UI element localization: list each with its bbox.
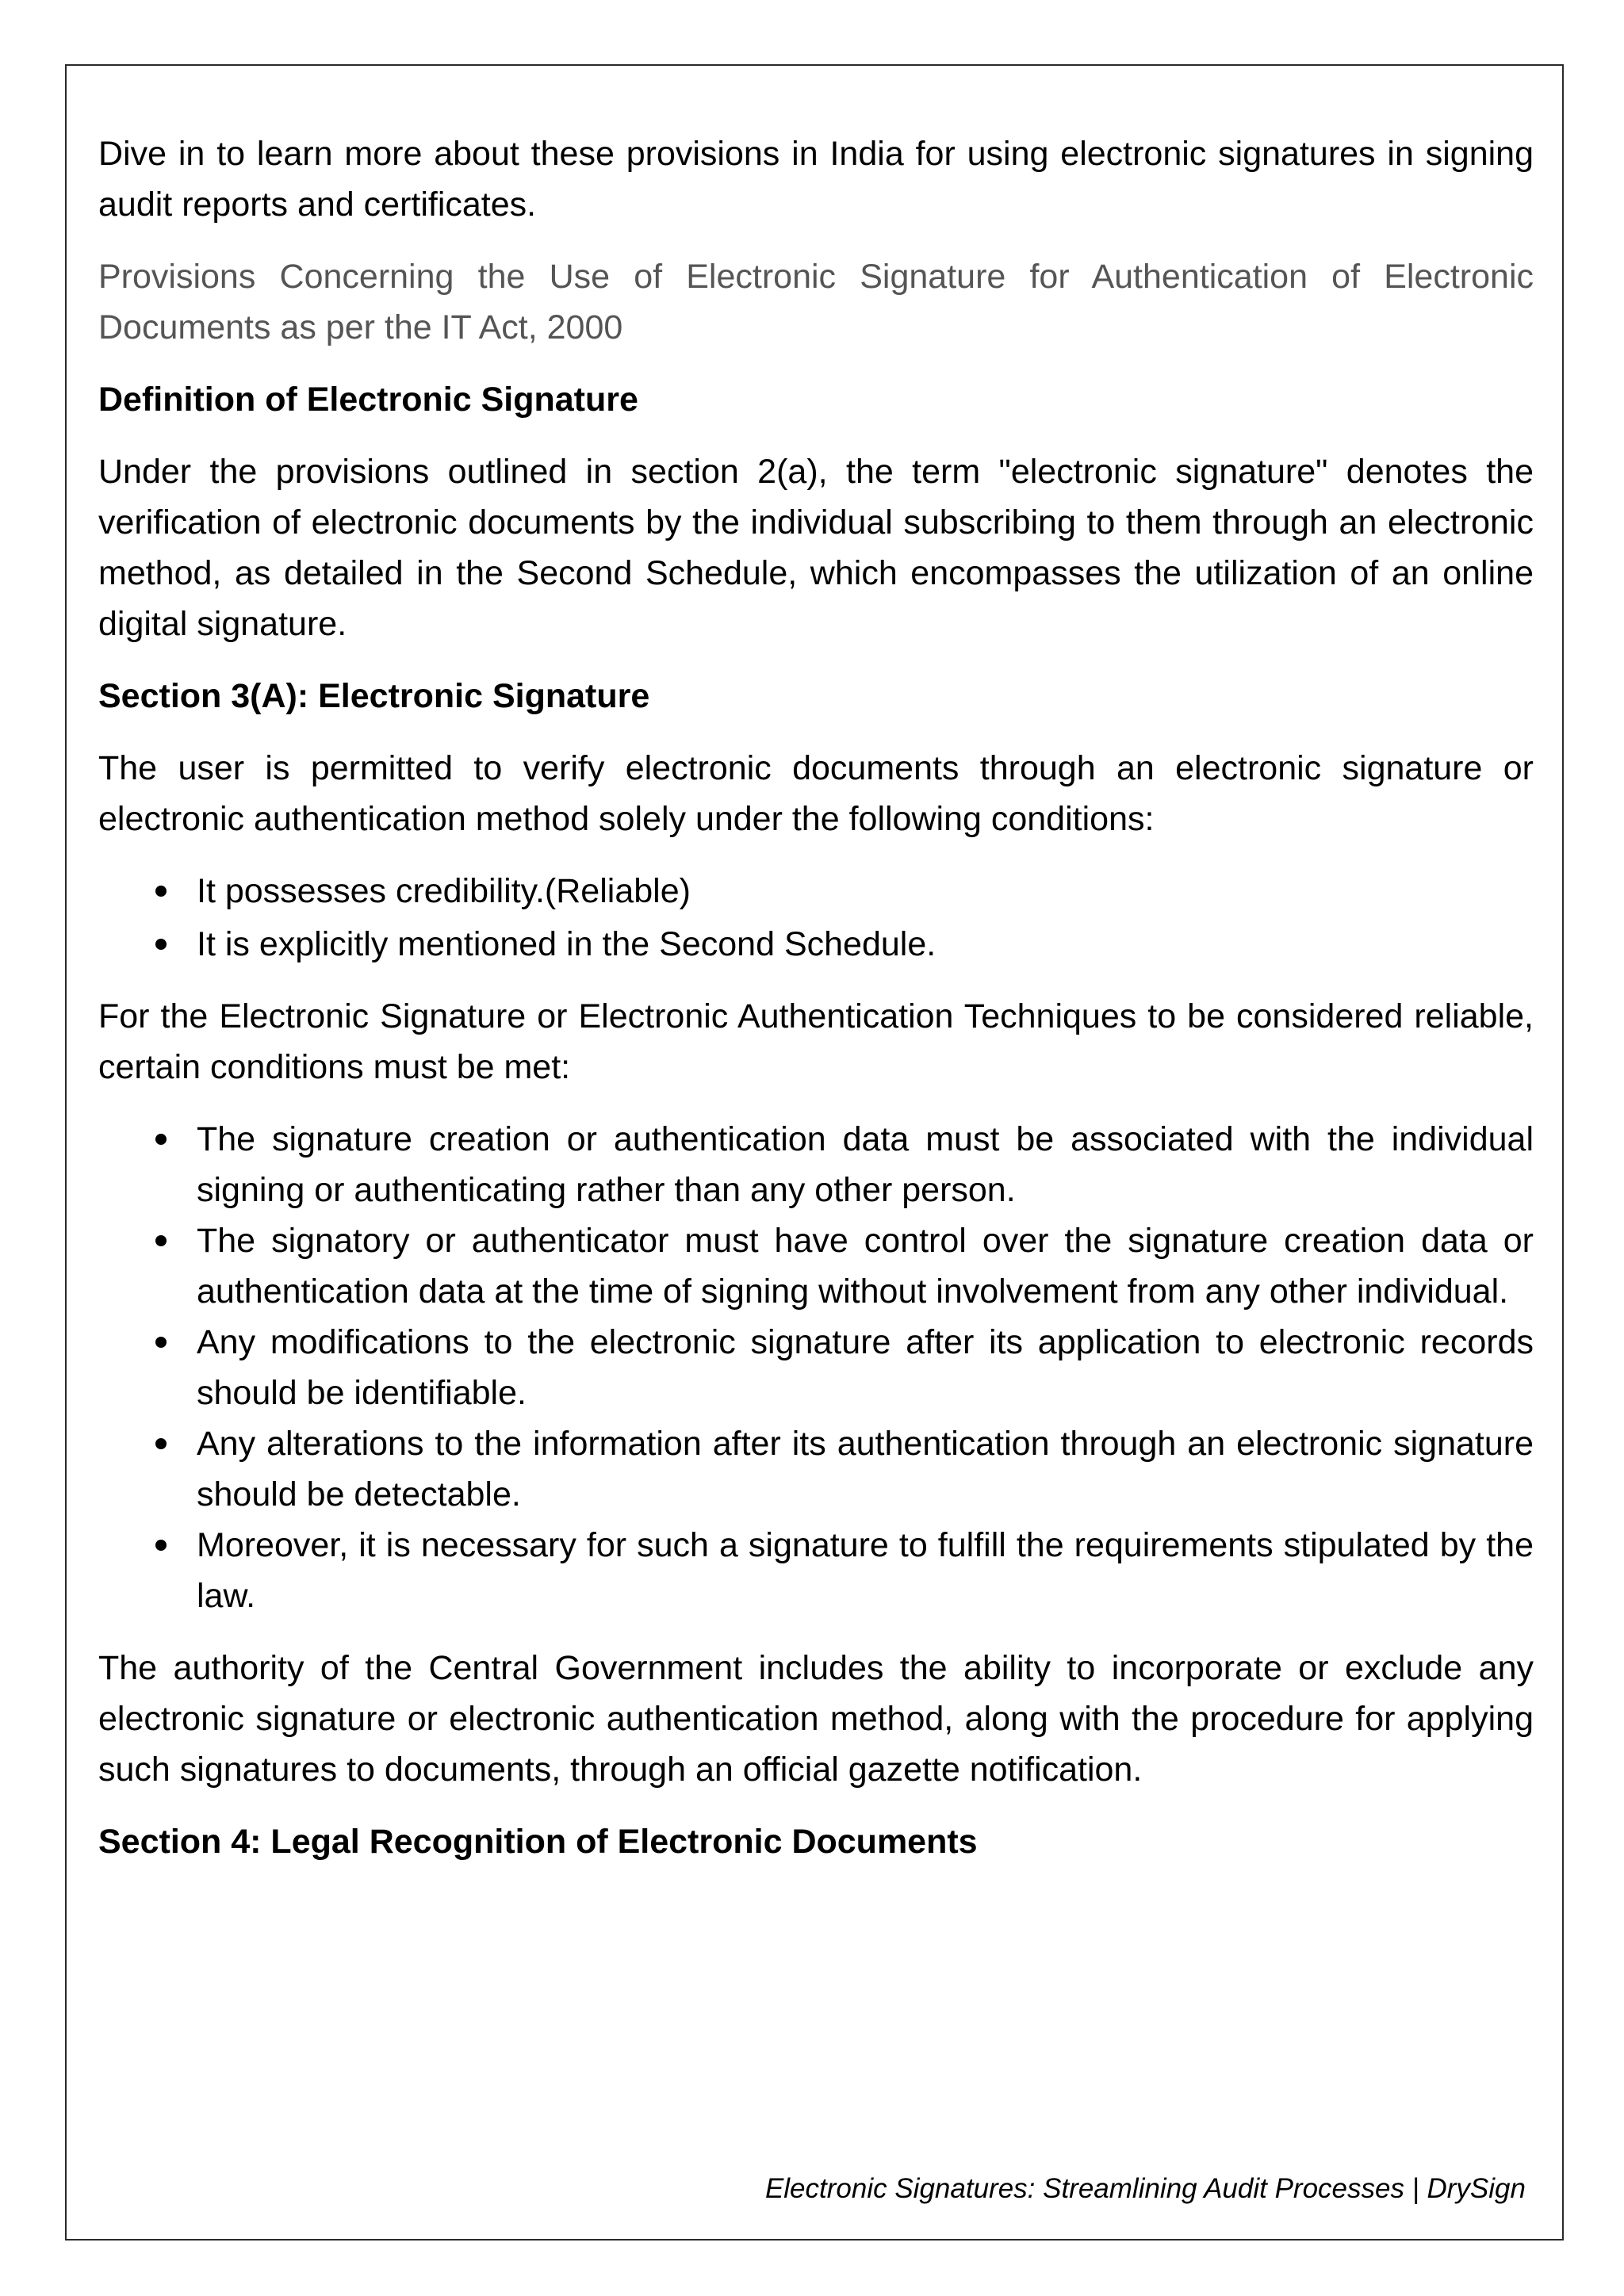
definition-heading: Definition of Electronic Signature [98,381,638,419]
list-item-text: The signature creation or authentication data must be associated with the individual signing or authenticating rather than any other person. [197,1120,1534,1209]
section-3a-heading: Section 3(A): Electronic Signature [98,677,650,715]
page-footer: Electronic Signatures: Streamlining Audit Processes | DrySign [764,2173,1526,2204]
list-item [98,1114,1534,1215]
document-body [98,128,1534,1888]
list-item-text: Moreover, it is necessary for such a signature to fulfill the requirements stipulated by the law. [197,1526,1534,1615]
conditions-list [98,866,1534,970]
reliability-conditions-list [98,1114,1534,1621]
intro-paragraph: Dive in to learn more about these provisions in India for using electronic signatures in signing audit reports and certificates. [98,135,1534,224]
list-item [98,1520,1534,1621]
list-item [98,866,1534,916]
bullet-icon [155,1337,167,1348]
list-item-text: It possesses credibility.(Reliable) [197,872,691,910]
list-item [98,1418,1534,1520]
bullet-icon [155,1235,167,1246]
bullet-icon [155,1134,167,1145]
bullet-icon [155,1438,167,1449]
central-government-paragraph: The authority of the Central Government includes the ability to incorporate or exclude any electronic signature or electronic authentication method, along with the procedure for applying such signatures to documents, through an official gazette notification. [98,1649,1534,1789]
list-item [98,1317,1534,1418]
reliability-intro-paragraph: For the Electronic Signature or Electronic Authentication Techniques to be considered reliable, certain conditions must be met: [98,997,1534,1086]
definition-paragraph: Under the provisions outlined in section 2(a), the term "electronic signature" denotes the verification of electronic documents by the individual subscribing to them through an electronic method, as detailed in the Second Schedule, which encompasses the utilization of an online digital signature. [98,453,1534,643]
list-item-text: Any alterations to the information after its authentication through an electronic signature should be detectable. [197,1425,1534,1513]
list-item-text: The signatory or authenticator must have control over the signature creation data or authentication data at the time of signing without involvement from any other individual. [197,1222,1534,1311]
bullet-icon [155,1540,167,1551]
list-item-text: Any modifications to the electronic signature after its application to electronic records should be identifiable. [197,1323,1534,1412]
list-item [98,919,1534,970]
section-3a-paragraph: The user is permitted to verify electronic documents through an electronic signature or electronic authentication method solely under the following conditions: [98,749,1534,838]
bullet-icon [155,886,167,897]
provisions-heading: Provisions Concerning the Use of Electronic Signature for Authentication of Electronic Documents as per the IT Act, 2000 [98,258,1534,346]
bullet-icon [155,939,167,950]
list-item-text: It is explicitly mentioned in the Second Schedule. [197,925,936,963]
section-4-heading: Section 4: Legal Recognition of Electronic Documents [98,1823,978,1861]
list-item [98,1215,1534,1317]
